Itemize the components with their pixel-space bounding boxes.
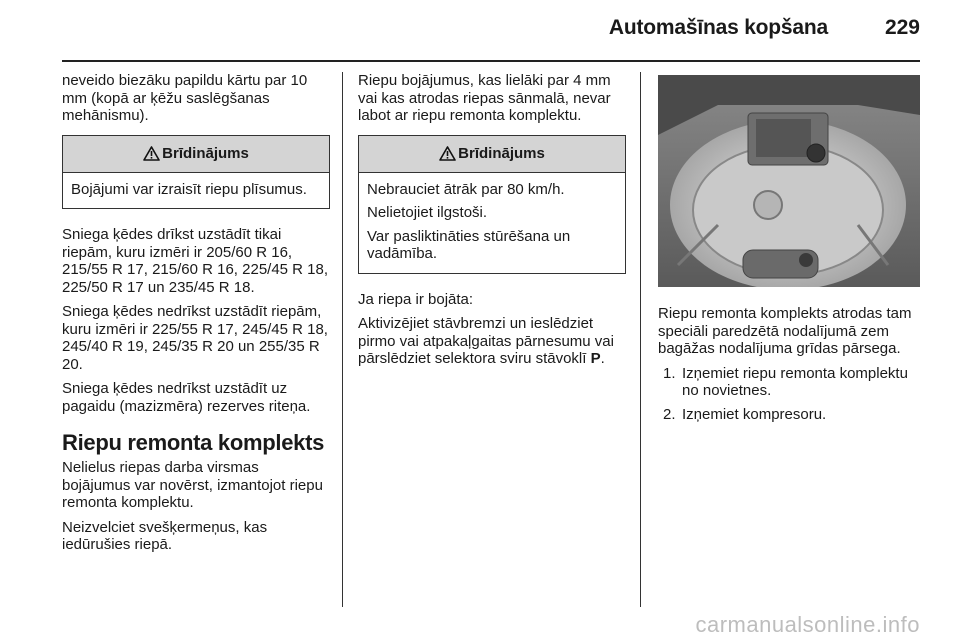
step-text: Izņemiet riepu remonta komplektu no novietnes. <box>682 364 908 399</box>
column-divider <box>640 72 641 607</box>
warning-title: Brīdinājums <box>162 144 249 162</box>
warning-body <box>359 173 625 273</box>
watermark: carmanualsonline.info <box>695 612 920 637</box>
trunk-repair-kit-photo <box>658 75 920 287</box>
paragraph: Sniega ķēdes nedrīkst uzstādīt riepām, kuru izmēri ir 225/55 R 17, 245/45 R 18, 245/40 R 19, 245/35 R 20 un 255/35 R 20. <box>62 303 328 373</box>
list-item <box>658 406 920 424</box>
warning-item: Var pasliktināties stūrēšana un vadāmība. <box>367 227 571 262</box>
paragraph: Ja riepa ir bojāta: <box>358 290 474 308</box>
section-title: Automašīnas kopšana <box>608 16 828 39</box>
warning-item: Nelietojiet ilgstoši. <box>367 204 488 221</box>
warning-triangle-icon <box>439 146 456 161</box>
list-item <box>658 365 920 400</box>
paragraph: Sniega ķēdes drīkst uzstādīt tikai riepām, kuru izmēri ir 205/60 R 16, 215/55 R 17, 215/60 R 16, 225/45 R 18, 225/50 R 17 un 235/45 R 18. <box>62 226 329 296</box>
column-3 <box>658 305 920 429</box>
step-number: 1. <box>663 364 676 382</box>
header-rule <box>62 60 920 62</box>
step-number: 2. <box>663 405 676 423</box>
paragraph: Riepu remonta komplekts atrodas tam speciāli paredzētā nodalījumā zem bagāžas nodalījuma grīdas pārsega. <box>658 305 912 357</box>
column-2 <box>358 72 626 375</box>
page-header <box>62 0 920 48</box>
warning-box <box>358 135 626 274</box>
warning-body <box>63 173 329 209</box>
warning-text: Bojājumi var izraisīt riepu plīsumus. <box>71 180 307 198</box>
gear-position-p: P <box>590 350 601 367</box>
section-heading: Riepu remonta komplekts <box>62 430 325 455</box>
warning-triangle-icon <box>143 146 160 161</box>
paragraph: Sniega ķēdes nedrīkst uzstādīt uz pagaidu (mazizmēra) rezerves riteņa. <box>62 380 311 415</box>
step-text: Izņemiet kompresoru. <box>682 405 827 423</box>
warning-box <box>62 135 330 210</box>
column-1 <box>62 72 330 561</box>
paragraph: Neizvelciet svešķermeņus, kas iedūrušies riepā. <box>62 518 268 553</box>
column-divider <box>342 72 343 607</box>
paragraph-end: . <box>600 350 605 367</box>
paragraph <box>358 315 626 368</box>
warning-item: Nebrauciet ātrāk par 80 km/h. <box>367 180 565 198</box>
steps-list <box>658 365 920 424</box>
warning-header <box>359 136 625 173</box>
paragraph: Nelielus riepas darba virsmas bojājumus var novērst, izmantojot riepu remonta komplektu. <box>62 459 323 511</box>
paragraph-text: Aktivizējiet stāvbremzi un ieslēdziet pirmo vai atpakaļgaitas pārnesumu vai pārslēdziet selektora sviru stāvoklī <box>358 315 614 367</box>
paragraph: Riepu bojājumus, kas lielāki par 4 mm vai kas atrodas riepas sānmalā, nevar labot ar riepu remonta komplektu. <box>358 72 611 124</box>
paragraph: neveido biezāku papildu kārtu par 10 mm (kopā ar ķēžu saslēgšanas mehānismu). <box>62 72 308 124</box>
warning-title: Brīdinājums <box>458 144 545 162</box>
warning-header <box>63 136 329 173</box>
page-number: 229 <box>884 16 920 39</box>
